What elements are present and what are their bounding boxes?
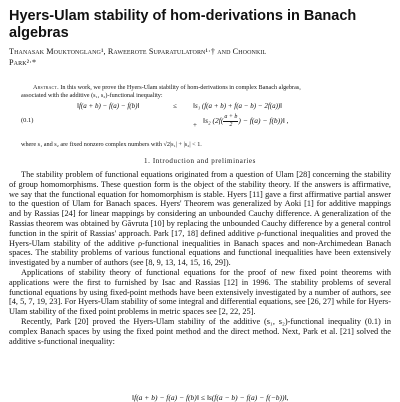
abstract-text-2: associated with the additive (s₁, s₂)-functional inequality:	[21, 92, 163, 100]
author-list	[9, 46, 389, 68]
display-equation: ‖f(a + b) − f(a) − f(b)‖ ≤ ‖s(f(a − b) − f(a) − f(−b))‖,	[132, 393, 289, 402]
equation-rhs-2	[203, 114, 289, 129]
body-text	[9, 170, 391, 346]
equation-0-1	[21, 101, 387, 141]
equation-lhs: ‖f(a + b) − f(a) − f(b)‖	[77, 102, 140, 110]
abstract-condition: where s₁ and s₂ are fixed nonzero complex numbers with √2|s₁| + |s₂| < 1.	[21, 141, 202, 148]
authors-line-2: Park²·*	[9, 58, 37, 67]
abstract	[21, 84, 387, 101]
abstract-label: Abstract.	[33, 84, 59, 91]
fraction-denominator: 2	[229, 122, 233, 128]
paragraph-1: The stability problem of functional equations originated from a question of Ulam [28] concerning the stability of group homomorphisms. These question form is the object of the stability theory. If the answers is affirmative, we say that the functional equation for homomorphism is stable. Hyers [11] gave a first affirmative partial answer to the question of Ulam for Banach spaces. Hyers' Theorem was generalized by Aoki [1] for additive mappings and by Rassias [24] for linear mappings by considering an unbounded Cauchy difference. A generalization of the Rassias theorem was obtained by Găvruta [10] by replacing the unbounded Cauchy difference by a general control function in the spirit of Rassias' approach. Park [17, 18] defined additive ρ-functional inequalities and proved the Hyers-Ulam stability of the additive ρ-functional inequalities in Banach spaces and non-Archimedean Banach spaces. The stability problems of various functional equations and functional inequalities have been extensively investigated by a number of authors (see [8, 9, 13, 14, 15, 16, 29]).	[9, 170, 391, 268]
equation-fraction	[223, 114, 238, 129]
equation-plus: +	[193, 121, 197, 129]
authors-line-1: Thanasak Mouktonglang¹, Raweerote Suparatulatorn¹·† and Choonkil	[9, 47, 267, 56]
paper-title	[9, 8, 389, 42]
abstract-text-1: In this work, we prove the Hyers-Ulam stability of hom-derivations in complex Banach algebras,	[60, 84, 301, 91]
title-line-1: Hyers-Ulam stability of hom-derivations in Banach	[9, 8, 357, 24]
equation-rhs-1: ‖s₁ (f(a + b) + f(a − b) − 2f(a))‖	[193, 102, 283, 110]
equation-number: (0.1)	[21, 117, 34, 124]
title-line-2: algebras	[9, 25, 69, 41]
paragraph-3: Recently, Park [20] proved the Hyers-Ulam stability of the additive (s₁, s₂)-functional inequality (0.1) in complex Banach spaces by using the fixed point method and the direct method. Next, Park et al. [21] solved the additive s-functional inequality:	[9, 316, 391, 346]
section-heading: 1. Introduction and preliminaries	[144, 157, 256, 165]
equation-rhs-2-pre: ‖s₂ (2f(	[203, 116, 224, 126]
fraction-numerator: a + b	[224, 114, 238, 120]
equation-relation: ≤	[173, 102, 177, 110]
paragraph-2: Applications of stability theory of functional equations for the proof of new fixed point theorems with applications were the first to furnished by Isac and Rassias [12] in 1996. The stability problems of several functional equations by using fixed-point methods have been extensively investigated by a number of authors, see [4, 5, 7, 19, 23]. For Hyers-Ulam stability of some integral and differential equations, see [26, 27] while for Hyers-Ulam stability of the fixed point problems in metric spaces see [2, 22, 25].	[9, 267, 391, 317]
equation-rhs-2-post: ) − f(a) − f(b))‖ ,	[238, 116, 289, 126]
